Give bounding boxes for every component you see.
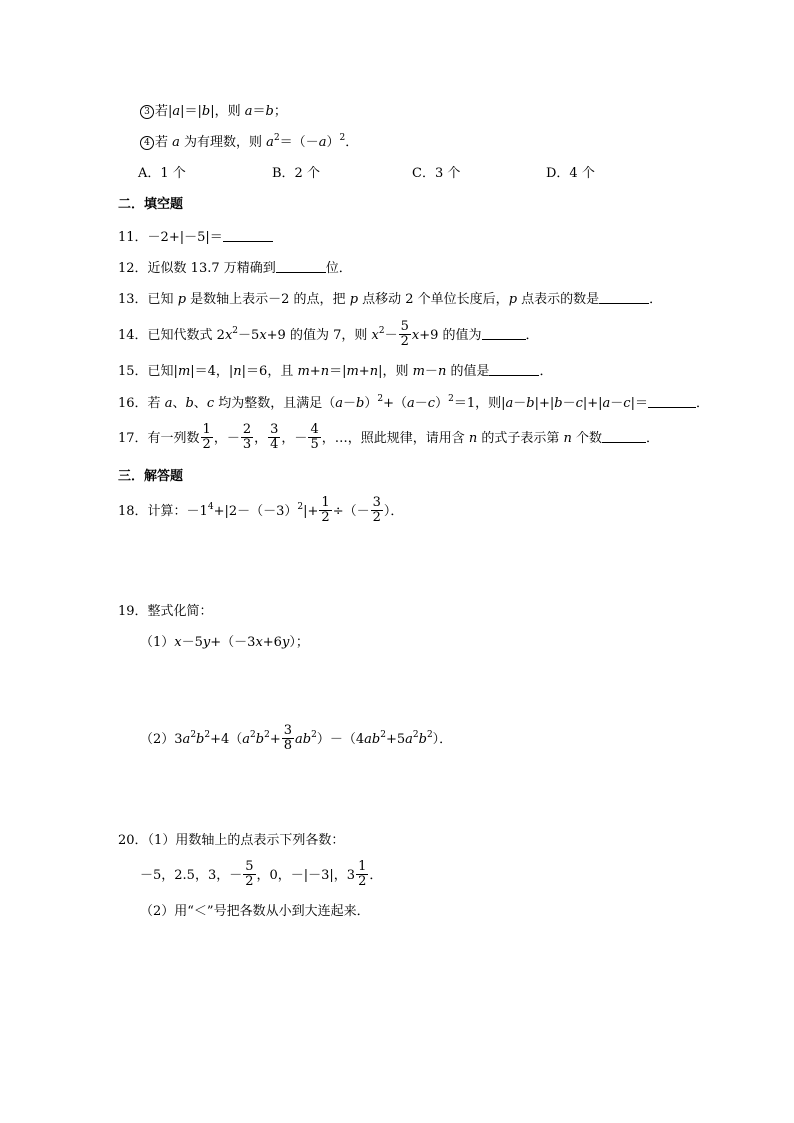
mixed-fraction	[356, 860, 368, 889]
text: 若|	[155, 104, 173, 119]
denominator: 8	[283, 738, 293, 753]
text: |＝	[630, 396, 648, 411]
denominator: 5	[310, 437, 319, 452]
var: b	[201, 104, 211, 119]
section-title-solve: 三．解答题	[118, 469, 184, 484]
var: c	[427, 396, 436, 411]
var: b	[196, 732, 205, 747]
denominator: 2	[321, 510, 330, 525]
numerator: 1	[202, 422, 211, 437]
var: a	[335, 396, 343, 411]
answer-blank	[223, 229, 273, 242]
var: c	[575, 396, 583, 411]
exponent: 2	[250, 730, 256, 740]
text: +5	[385, 732, 406, 747]
var: y	[281, 635, 290, 650]
question-13	[118, 291, 662, 309]
var: b	[265, 104, 274, 119]
exponent: 2	[190, 730, 197, 740]
answer-blank	[599, 291, 649, 304]
exponent: 2	[264, 730, 270, 740]
var: m	[412, 364, 425, 379]
text: +9 的值为 7，则	[266, 328, 372, 343]
numerator: 2	[242, 422, 252, 437]
circled-number: 3	[140, 105, 154, 119]
denominator: 2	[358, 874, 367, 889]
option-b: B．2 个	[272, 166, 320, 181]
exponent: 2	[339, 133, 346, 143]
text: ．	[646, 431, 660, 446]
denominator: 3	[242, 437, 252, 452]
var: b	[185, 396, 194, 411]
text: ．	[649, 292, 663, 307]
var: a	[505, 396, 514, 411]
var: x	[371, 328, 379, 343]
text: 12．近似数 13.7 万精确到	[118, 261, 276, 276]
var: y	[202, 635, 211, 650]
fraction	[268, 423, 280, 452]
text: －	[562, 396, 576, 411]
var: x	[174, 635, 182, 650]
text: 、	[172, 396, 186, 411]
text: ．	[345, 135, 359, 150]
denominator: 4	[270, 437, 279, 452]
fraction	[371, 496, 383, 525]
var: a	[407, 396, 415, 411]
text: ．	[369, 868, 383, 883]
exponent: 2	[426, 730, 433, 740]
var: x	[224, 328, 233, 343]
text: ÷（－	[332, 504, 370, 519]
text: +	[309, 364, 321, 379]
text: |+|	[582, 396, 603, 411]
fraction	[201, 423, 213, 452]
text: +4（	[210, 732, 243, 747]
question-20-title: 20．（1）用数轴上的点表示下列各数：	[118, 833, 345, 848]
question-19-part-2	[140, 722, 452, 758]
numerator: 3	[283, 723, 293, 738]
text: ）．	[383, 504, 404, 519]
numerator: 3	[372, 495, 381, 510]
var: m	[346, 364, 359, 379]
var: n	[437, 364, 447, 379]
var: n	[563, 431, 572, 446]
var: m	[177, 364, 191, 379]
fraction	[308, 423, 320, 452]
var: c	[206, 396, 215, 411]
var: p	[508, 292, 518, 307]
denominator: 2	[245, 874, 254, 889]
answer-blank	[482, 327, 526, 340]
text: 点表示的数是	[517, 292, 600, 307]
question-19-part-1	[140, 634, 309, 652]
text: 17．有一列数	[118, 431, 200, 446]
question-12	[118, 260, 352, 278]
text: 若	[155, 135, 173, 150]
option-d: D．4 个	[546, 166, 595, 181]
text: －5	[238, 328, 260, 343]
answer-blank	[489, 363, 539, 376]
var: a	[266, 135, 274, 150]
question-14	[118, 318, 539, 354]
text: 均为整数，且满足（	[214, 396, 336, 411]
text: +（－3	[210, 635, 256, 650]
text: －5，2.5，3，－	[140, 868, 243, 883]
var: b	[418, 732, 427, 747]
var: c	[623, 396, 631, 411]
text: －	[424, 364, 438, 379]
var: n	[233, 364, 242, 379]
text: +	[269, 732, 281, 747]
numerator: 1	[358, 859, 367, 874]
numerator: 3	[270, 422, 279, 437]
text: ＝	[252, 104, 266, 119]
var: x	[255, 635, 263, 650]
exponent: 2	[378, 326, 385, 336]
question-19-title: 19．整式化简：	[118, 604, 213, 619]
denominator: 2	[202, 437, 211, 452]
text: 是数轴上表示－2 的点，把	[186, 292, 350, 307]
text: |，则	[210, 104, 245, 119]
text: ，	[254, 431, 268, 446]
text: 点移动 2 个单位长度后，	[358, 292, 509, 307]
var: a	[244, 104, 253, 119]
text: |，则	[378, 364, 413, 379]
text: －	[513, 396, 527, 411]
answer-blank	[602, 430, 646, 443]
text: 14．已知代数式 2	[118, 328, 225, 343]
text: ）．	[432, 732, 453, 747]
var: a	[182, 732, 191, 747]
exponent: 2	[297, 502, 304, 512]
text: ．	[539, 364, 553, 379]
text: |＝4，|	[190, 364, 234, 379]
numerator: 5	[245, 859, 254, 874]
text: 13．已知	[118, 292, 178, 307]
text: ．	[695, 396, 709, 411]
numerator: 5	[400, 319, 409, 334]
var: b	[255, 732, 265, 747]
text: 15．已知|	[118, 364, 178, 379]
question-11	[118, 229, 273, 247]
var: n	[468, 431, 478, 446]
question-17	[118, 421, 659, 457]
text: 的式子表示第	[477, 431, 564, 446]
question-16	[118, 395, 709, 413]
exponent: 4	[207, 502, 214, 512]
text: +	[358, 364, 370, 379]
text: +6	[262, 635, 282, 650]
text: （1）	[140, 635, 175, 650]
question-15	[118, 363, 552, 381]
var: x	[411, 328, 420, 343]
var: a	[172, 135, 180, 150]
exponent: 2	[273, 133, 280, 143]
text: ）	[435, 396, 449, 411]
text: |+|	[534, 396, 555, 411]
numerator: 1	[321, 495, 330, 510]
text: 、	[193, 396, 207, 411]
var: p	[349, 292, 359, 307]
var: a	[172, 104, 181, 119]
answer-blank	[276, 260, 326, 273]
text: －	[610, 396, 624, 411]
exponent: 2	[412, 730, 419, 740]
text: ，－	[281, 431, 308, 446]
answer-blank	[648, 395, 696, 408]
var: a	[242, 732, 251, 747]
text: ，0，－|－3|，3	[256, 868, 356, 883]
text: 位．	[325, 261, 352, 276]
statement-4	[140, 134, 358, 152]
text: －5	[181, 635, 203, 650]
var: n	[369, 364, 379, 379]
text: ，－	[213, 431, 240, 446]
exponent: 2	[232, 326, 239, 336]
text: ）－（4	[316, 732, 365, 747]
var: p	[177, 292, 187, 307]
text: （2）3	[140, 732, 183, 747]
text: 的值是	[446, 364, 490, 379]
var: n	[320, 364, 330, 379]
text: 11．－2+|－5|＝	[118, 230, 223, 245]
var: a	[602, 396, 611, 411]
text: 个数	[571, 431, 603, 446]
var: b	[526, 396, 535, 411]
var: ab	[295, 732, 312, 747]
text: 16．若	[118, 396, 165, 411]
text: ＝|	[329, 364, 347, 379]
text: －	[343, 396, 357, 411]
circled-number: 4	[140, 136, 154, 150]
text: －	[384, 328, 398, 343]
text: +|2－（－3）	[213, 504, 298, 519]
var: a	[405, 732, 413, 747]
fraction	[243, 860, 255, 889]
exponent: 2	[377, 394, 384, 404]
question-20-numbers	[140, 858, 382, 894]
text: ）	[364, 396, 378, 411]
exponent: 2	[311, 730, 317, 740]
var: a	[318, 135, 327, 150]
text: +（	[383, 396, 407, 411]
text: －	[414, 396, 428, 411]
fraction	[399, 320, 411, 349]
var: b	[356, 396, 365, 411]
numerator: 4	[310, 422, 319, 437]
fraction	[319, 496, 331, 525]
text: ，…，照此规律，请用含	[321, 431, 469, 446]
text: ）	[326, 135, 340, 150]
text: ＝1，则|	[453, 396, 506, 411]
text: |＝|	[180, 104, 202, 119]
option-c: C．3 个	[412, 166, 461, 181]
section-title-fill-in: 二．填空题	[118, 197, 184, 212]
statement-3	[140, 103, 287, 121]
text: |+	[303, 504, 319, 519]
question-20-part-2: （2）用“＜”号把各数从小到大连起来．	[140, 904, 370, 919]
text: ；	[273, 104, 287, 119]
text: +9 的值为	[419, 328, 482, 343]
text: ＝（－	[279, 135, 319, 150]
exponent: 2	[448, 394, 454, 404]
fraction	[241, 423, 253, 452]
var: x	[259, 328, 267, 343]
text: ）；	[289, 635, 309, 650]
text: 18．计算：－1	[118, 504, 208, 519]
text: 为有理数，则	[179, 135, 267, 150]
text: ．	[525, 328, 539, 343]
var: b	[554, 396, 563, 411]
var: m	[297, 364, 310, 379]
exponent: 2	[204, 730, 211, 740]
exponent: 2	[380, 730, 386, 740]
denominator: 2	[400, 334, 409, 349]
option-a: A．1 个	[138, 166, 186, 181]
denominator: 2	[372, 510, 381, 525]
var: a	[164, 396, 173, 411]
fraction	[282, 724, 294, 753]
var: ab	[364, 732, 381, 747]
text: |＝6，且	[241, 364, 298, 379]
question-18	[118, 494, 403, 530]
